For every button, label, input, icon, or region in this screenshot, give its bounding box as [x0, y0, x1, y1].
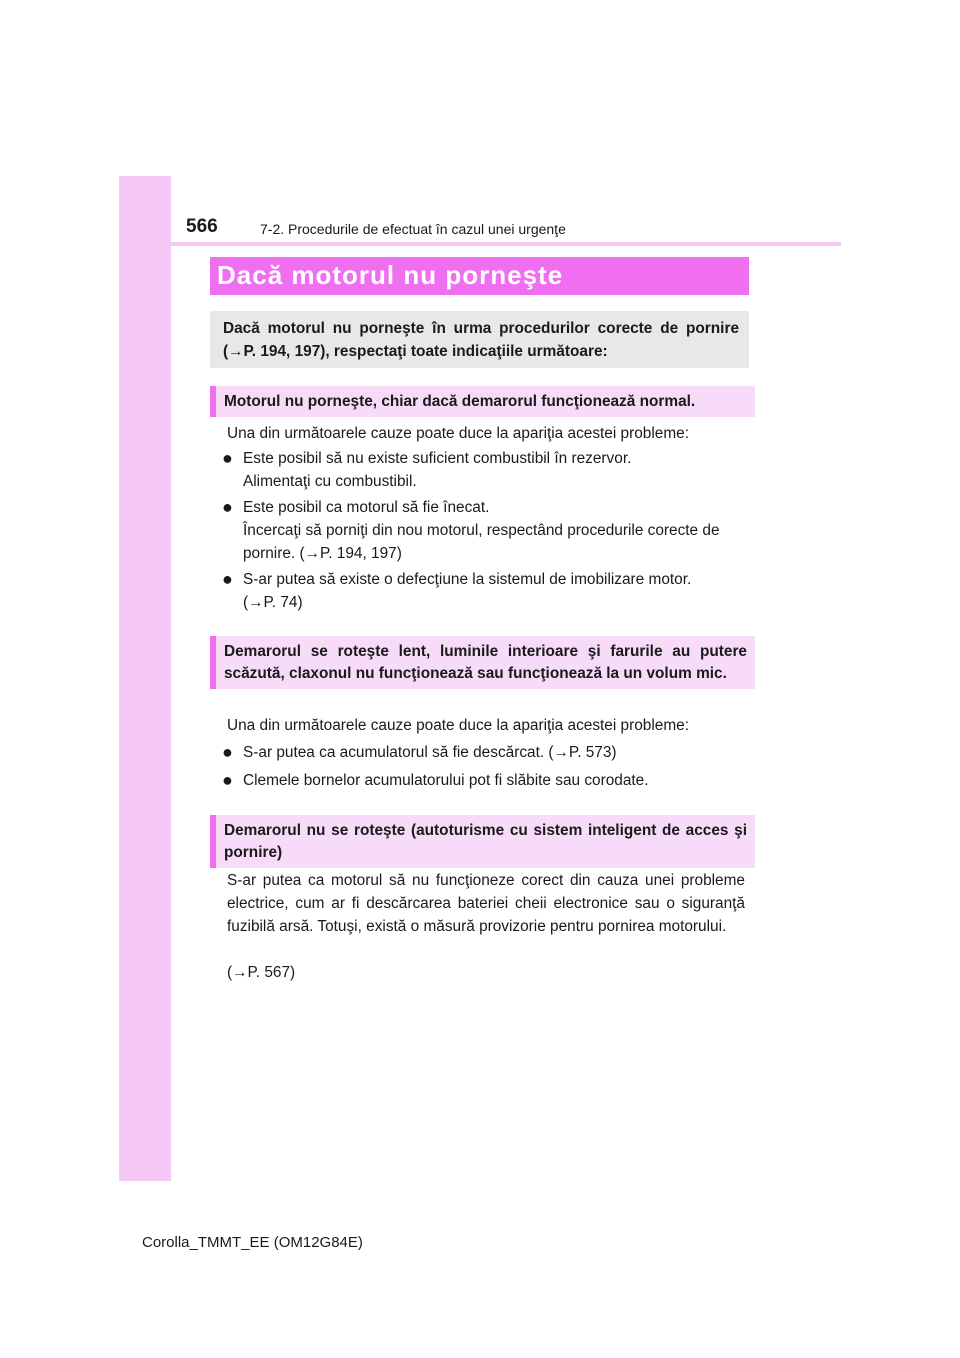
title-bar: [210, 257, 749, 295]
bullet-text: Este posibil să nu existe suficient combustibil în rezervor.: [243, 450, 632, 467]
case-3-heading-text: Demarorul nu se roteşte (autoturisme cu sistem inteligent de acces şi pornire): [224, 822, 747, 861]
case-1-heading: [210, 386, 755, 417]
bullet-icon: ●: [222, 742, 233, 762]
document-footer: Corolla_TMMT_EE (OM12G84E): [142, 1234, 363, 1251]
case-1-heading-text: Motorul nu porneşte, chiar dacă demarorul funcţionează normal.: [224, 393, 696, 410]
case-3-body: S-ar putea ca motorul să nu funcţioneze corect din cauza unei probleme electrice, cum ar fi descărcarea bateriei cheii electronice sau o siguranţă fuzibilă arsă. Totuşi, există o măsură provizorie pentru pornirea motorului.: [227, 872, 745, 935]
bullet-icon: ●: [222, 770, 233, 790]
bullet-text: S-ar putea să existe o defecţiune la sistemul de imobilizare motor.: [243, 571, 692, 588]
case-2-heading-text: Demarorul se roteşte lent, luminile interioare şi farurile au putere scăzută, claxonul nu funcţionează sau funcţionează la un volum mic.: [224, 643, 747, 682]
bullet-note: (→P. 74): [243, 594, 303, 611]
bullet-icon: ●: [222, 569, 233, 589]
case-2-bullet-1: [222, 741, 746, 764]
bullet-note: Alimentaţi cu combustibil.: [243, 473, 417, 490]
page-title: Dacă motorul nu porneşte: [217, 260, 564, 290]
bullet-text: Clemele bornelor acumulatorului pot fi slăbite sau corodate.: [243, 772, 649, 789]
intro-box: [210, 311, 749, 368]
bullet-icon: ●: [222, 497, 233, 517]
side-band: [119, 176, 171, 1181]
case-1-bullet-1: [222, 447, 746, 493]
bullet-text: S-ar putea ca acumulatorul să fie descărcat. (→P. 573): [243, 744, 617, 761]
intro-text: Dacă motorul nu porneşte în urma procedurilor corecte de pornire (→P. 194, 197), respectaţi toate indicaţiile următoare:: [223, 320, 739, 360]
bullet-text: Este posibil ca motorul să fie înecat.: [243, 499, 490, 516]
case-1-lead: Una din următoarele cauze poate duce la apariţia acestei probleme:: [227, 425, 689, 442]
case-2-heading: [210, 636, 755, 689]
case-1-bullet-2: [222, 496, 746, 565]
case-1-bullet-3: [222, 568, 746, 614]
page-number: 566: [186, 216, 218, 237]
bullet-icon: ●: [222, 448, 233, 468]
case-3-heading: [210, 815, 755, 868]
bullet-note: Încercaţi să porniţi din nou motorul, respectând procedurile corecte de pornire. (→P. 194, 197): [243, 522, 720, 562]
case-2-lead: Una din următoarele cauze poate duce la apariţia acestei probleme:: [227, 717, 689, 734]
section-title: 7-2. Procedurile de efectuat în cazul unei urgenţe: [260, 221, 566, 237]
case-2-bullet-2: [222, 769, 746, 792]
header-rule: [119, 242, 841, 246]
case-3-ref: (→P. 567): [227, 964, 296, 981]
